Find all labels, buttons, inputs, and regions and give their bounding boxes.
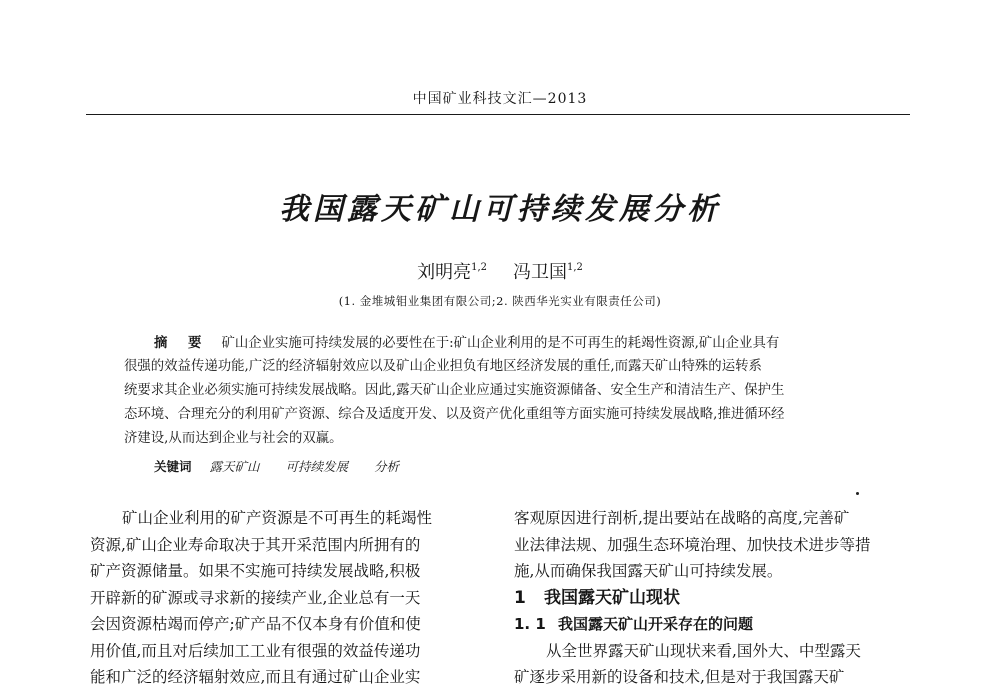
author-name: 冯卫国 (513, 262, 567, 283)
abstract (124, 331, 872, 451)
paper-title: 我国露天矿山可持续发展分析 (279, 192, 721, 227)
subsection-heading (514, 611, 906, 638)
authors (0, 258, 1000, 284)
abstract-line: 统要求其企业必须实施可持续发展战略。因此,露天矿山企业应通过实施资源储备、安全生产和清洁生产、保护生 (124, 383, 785, 398)
body-line: 能和广泛的经济辐射效应,而且有通过矿山企业实 (90, 668, 421, 686)
body-line: 矿逐步采用新的设备和技术,但是对于我国露天矿 (514, 668, 845, 686)
body-line: 从全世界露天矿山现状来看,国外大、中型露天 (546, 641, 861, 660)
abstract-text: 矿山企业实施可持续发展的必要性在于:矿山企业利用的是不可再生的耗竭性资源,矿山企业具有 (221, 336, 780, 351)
subsection-number: 1. 1 (514, 615, 546, 633)
author-affil-sup: 1,2 (471, 262, 487, 273)
abstract-line: 济建设,从而达到企业与社会的双赢。 (124, 431, 343, 446)
header-rule (86, 114, 910, 115)
affiliation: (1. 金堆城钼业集团有限公司;2. 陕西华光实业有限责任公司) (338, 294, 662, 308)
body-line: 客观原因进行剖析,提出要站在战略的高度,完善矿 (514, 509, 850, 527)
journal-header: 中国矿业科技文汇—2013 (412, 91, 588, 107)
keywords (154, 457, 421, 475)
body-line: 资源,矿山企业寿命取决于其开采范围内所拥有的 (90, 535, 421, 554)
keyword: 分析 (374, 459, 400, 474)
body-line: 施,从而确保我国露天矿山可持续发展。 (514, 562, 783, 580)
body-line: 用价值,而且对后续加工工业有很强的效益传递功 (90, 641, 421, 660)
keywords-label: 关键词 (154, 459, 192, 474)
body-left-column (90, 505, 482, 691)
abstract-line (124, 331, 872, 355)
section-number: 1 (514, 587, 526, 608)
abstract-line: 很强的效益传递功能,广泛的经济辐射效应以及矿山企业担负有地区经济发展的重任,而露天矿山特殊的运转系 (124, 359, 762, 374)
body-line: 业法律法规、加强生态环境治理、加快技术进步等措 (514, 535, 871, 554)
body-line: 矿山企业利用的矿产资源是不可再生的耗竭性 (122, 509, 433, 527)
body-line: 开辟新的矿源或寻求新的接续产业,企业总有一天 (90, 588, 421, 607)
section-heading (514, 585, 906, 612)
body-line: 会因资源枯竭而停产;矿产品不仅本身有价值和使 (90, 615, 421, 633)
keyword: 露天矿山 (209, 459, 260, 474)
abstract-label: 摘 要 (154, 335, 210, 351)
author-affil-sup: 1,2 (567, 262, 583, 273)
author-name: 刘明亮 (417, 262, 472, 283)
subsection-title: 我国露天矿山开采存在的问题 (558, 615, 754, 633)
abstract-line: 态环境、合理充分的利用矿产资源、综合及适度开发、以及资产优化重组等方面实施可持续发展战略,推进循环经 (124, 407, 785, 422)
body-line: 矿产资源储量。如果不实施可持续发展战略,积极 (90, 562, 421, 580)
scan-speck (856, 492, 859, 495)
keyword: 可持续发展 (285, 459, 349, 474)
section-title: 我国露天矿山现状 (544, 587, 680, 608)
body-right-column (514, 505, 906, 691)
